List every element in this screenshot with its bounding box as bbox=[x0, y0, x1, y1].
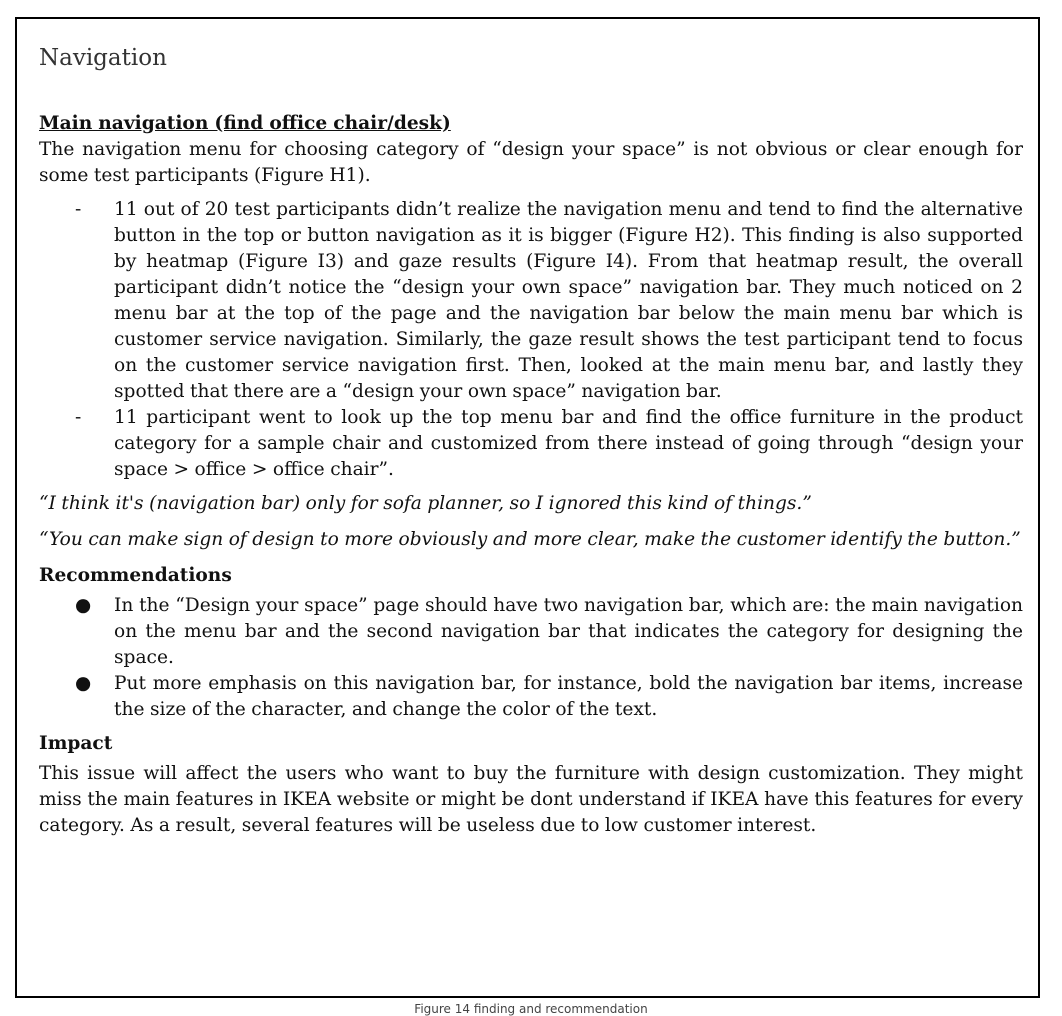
main-navigation-intro: The navigation menu for choosing category of “design your space” is not obvious or clear enough for some test participants (Figure H1). bbox=[39, 139, 1023, 186]
document-frame bbox=[15, 17, 1040, 998]
impact-heading: Impact bbox=[39, 733, 113, 754]
recommendation-item bbox=[39, 593, 1023, 671]
recommendation-text: In the “Design your space” page should have two navigation bar, which are: the main navigation on the menu bar and the second navigation bar that indicates the category for designing the space. bbox=[114, 595, 1023, 668]
section-title: Navigation bbox=[39, 45, 167, 71]
finding-text: 11 out of 20 test participants didn’t realize the navigation menu and tend to find the alternative button in the top or button navigation as it is bigger (Figure H2). This finding is also supported by heatmap (Figure I3) and gaze results (Figure I4). From that heatmap result, the overall participant didn’t notice the “design your own space” navigation bar. They much noticed on 2 menu bar at the top of the page and the navigation bar below the main menu bar which is customer service navigation. Similarly, the gaze result shows the test participant tend to focus on the customer service navigation first. Then, looked at the main menu bar, and lastly they spotted that there are a “design your own space” navigation bar. bbox=[114, 199, 1023, 402]
main-navigation-heading: Main navigation (find office chair/desk) bbox=[39, 113, 451, 134]
bullet-icon: ● bbox=[75, 595, 92, 616]
document-content bbox=[39, 43, 1023, 839]
findings-list bbox=[39, 197, 1023, 483]
bullet-icon: ● bbox=[75, 673, 92, 694]
recommendation-text: Put more emphasis on this navigation bar, for instance, bold the navigation bar items, increase the size of the character, and change the color of the text. bbox=[114, 673, 1023, 720]
recommendations-list bbox=[39, 593, 1023, 723]
figure-caption: Figure 14 finding and recommendation bbox=[414, 1002, 648, 1016]
impact-text: This issue will affect the users who want to buy the furniture with design customization. They might miss the main features in IKEA website or might be dont understand if IKEA have this features for every category. As a result, several features will be useless due to low customer interest. bbox=[39, 763, 1023, 836]
participant-quote: “I think it's (navigation bar) only for sofa planner, so I ignored this kind of things.” bbox=[39, 493, 812, 514]
recommendation-item bbox=[39, 671, 1023, 723]
finding-item bbox=[39, 197, 1023, 405]
dash-marker: - bbox=[75, 199, 82, 220]
finding-item bbox=[39, 405, 1023, 483]
finding-text: 11 participant went to look up the top menu bar and find the office furniture in the product category for a sample chair and customized from there instead of going through “design your space > office > office chair”. bbox=[114, 407, 1023, 480]
dash-marker: - bbox=[75, 407, 82, 428]
participant-quote: “You can make sign of design to more obviously and more clear, make the customer identify the button.” bbox=[39, 529, 1021, 550]
recommendations-heading: Recommendations bbox=[39, 565, 232, 586]
